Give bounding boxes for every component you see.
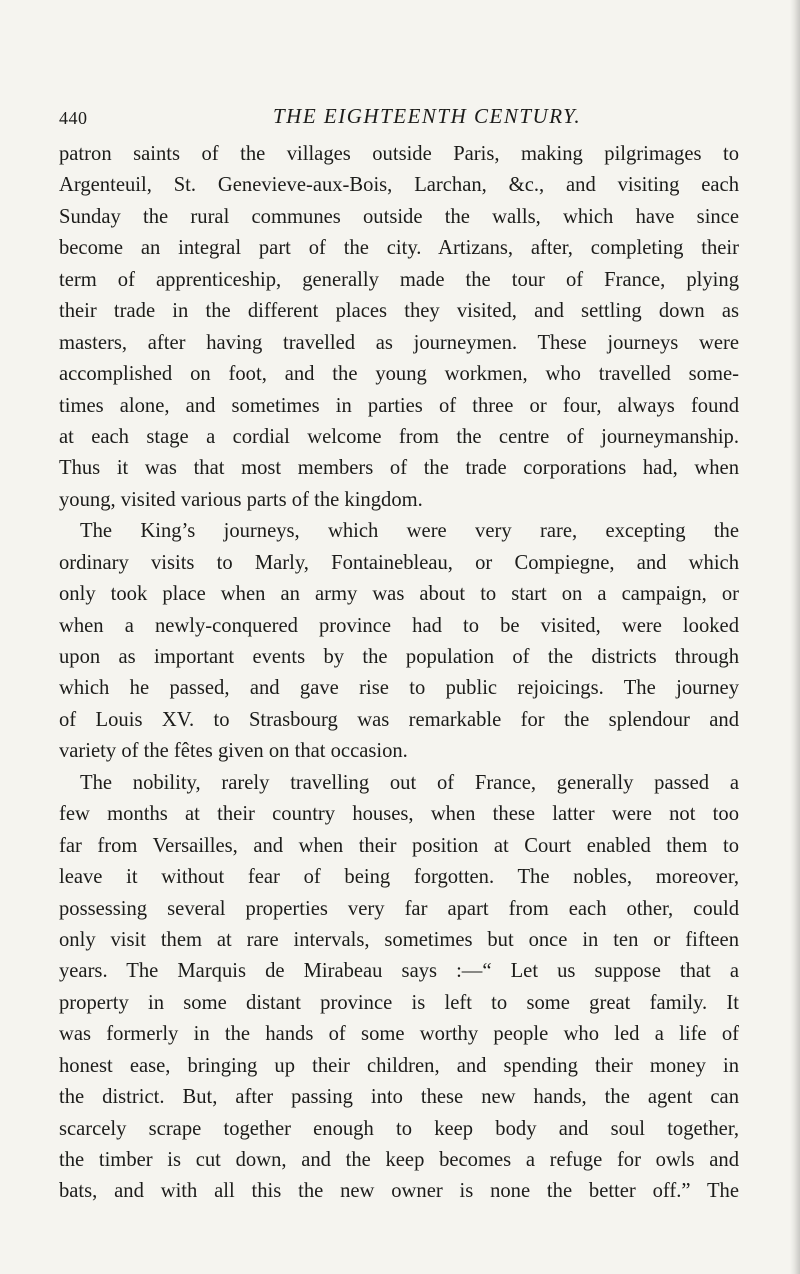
text-line: young, visited various parts of the kingdom. (59, 488, 423, 511)
text-line: honest ease, bringing up their children, and spending their money in (59, 1054, 739, 1077)
text-line: accomplished on foot, and the young workmen, who travelled some- (59, 363, 739, 386)
text-line: Sunday the rural communes outside the walls, which have since (59, 205, 739, 228)
text-line: patron saints of the villages outside Paris, making pilgrimages to (59, 143, 739, 165)
text-line: the district. But, after passing into these new hands, the agent can (59, 1086, 739, 1109)
text-line: at each stage a cordial welcome from the centre of journeymanship. (59, 425, 739, 448)
text-line: times alone, and sometimes in parties of three or four, always found (59, 394, 739, 417)
text-line: which he passed, and gave rise to public rejoicings. The journey (59, 677, 739, 700)
text-line: far from Versailles, and when their position at Court enabled them to (59, 834, 739, 857)
text-line: Thus it was that most members of the trade corporations had, when (59, 457, 739, 480)
text-line: their trade in the different places they visited, and settling down as (59, 300, 739, 323)
text-line: years. The Marquis de Mirabeau says :—“ Let us suppose that a (59, 960, 739, 983)
text-line: term of apprenticeship, generally made the tour of France, plying (59, 268, 739, 291)
text-line: upon as important events by the population of the districts through (59, 646, 739, 668)
text-line: was formerly in the hands of some worthy people who led a life of (59, 1023, 739, 1046)
text-line: few months at their country houses, when these latter were not too (59, 803, 739, 826)
text-line: leave it without fear of being forgotten. The nobles, moreover, (59, 866, 739, 889)
text-line: masters, after having travelled as journeymen. These journeys were (59, 331, 739, 354)
text-line: property in some distant province is left to some great family. It (59, 991, 739, 1014)
text-line: become an integral part of the city. Artizans, after, completing their (59, 237, 739, 260)
text-line: only took place when an army was about to start on a campaign, or (59, 583, 739, 606)
page-edge-shadow (790, 0, 800, 1274)
text-line: ordinary visits to Marly, Fontainebleau, or Compiegne, and which (59, 551, 739, 574)
text-line: when a newly-conquered province had to be visited, were looked (59, 614, 739, 637)
text-line: The King’s journeys, which were very rare, excepting the (80, 520, 739, 543)
text-line: scarcely scrape together enough to keep body and soul together, (59, 1117, 739, 1140)
text-line: only visit them at rare intervals, sometimes but once in ten or fifteen (59, 928, 739, 951)
page-number: 440 (59, 108, 88, 128)
text-line: possessing several properties very far apart from each other, could (59, 897, 739, 920)
body-text (59, 139, 739, 1208)
text-line: the timber is cut down, and the keep becomes a refuge for owls and (59, 1149, 739, 1171)
text-line: variety of the fêtes given on that occasion. (59, 740, 408, 763)
text-line: of Louis XV. to Strasbourg was remarkable for the splendour and (59, 708, 739, 731)
text-line: bats, and with all this the new owner is none the better off.” The (59, 1180, 739, 1203)
text-line: The nobility, rarely travelling out of France, generally passed a (80, 771, 739, 794)
text-line: Argenteuil, St. Genevieve-aux-Bois, Larchan, &c., and visiting each (59, 174, 739, 197)
running-head (59, 104, 759, 134)
header-title: THE EIGHTEENTH CENTURY. (273, 104, 582, 128)
